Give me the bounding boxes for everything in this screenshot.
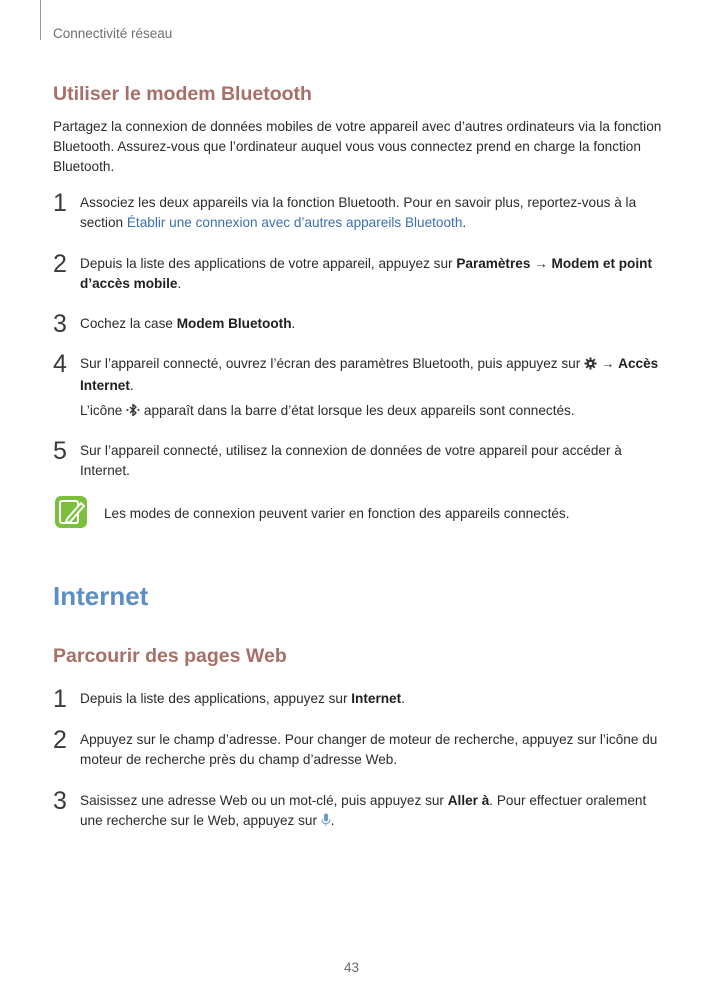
web-step-1 — [53, 685, 663, 713]
step-text — [80, 354, 663, 396]
step-text — [80, 254, 663, 294]
step-number: 5 — [53, 437, 67, 465]
bt-step-4 — [53, 350, 663, 396]
step-number: 3 — [53, 787, 67, 815]
page-number: 43 — [343, 960, 360, 975]
arrow: → — [530, 256, 552, 271]
step-text-part: Depuis la liste des applications, appuyez sur — [80, 691, 352, 706]
bt-step-2 — [53, 250, 663, 294]
note-pencil-icon — [54, 495, 88, 529]
bluetooth-tethering-icon — [126, 403, 140, 423]
menu-internet-access: Accès Internet — [80, 356, 659, 393]
web-step-3 — [53, 787, 663, 833]
chapter-title-internet: Internet — [53, 581, 149, 611]
section-title-bluetooth: Utiliser le modem Bluetooth — [53, 83, 312, 105]
step-text-part: . — [291, 316, 296, 331]
section-title-browse: Parcourir des pages Web — [53, 645, 287, 667]
margin-rule — [40, 0, 41, 40]
bt-step-5 — [53, 437, 663, 481]
bt-step-3 — [53, 310, 663, 338]
step-text-part: Saisissez une adresse Web ou un mot-clé, puis appuyez sur — [80, 793, 448, 808]
step-text-part: . — [330, 813, 335, 828]
app-internet: Internet — [351, 691, 402, 706]
menu-tethering: Modem et point d’accès mobile — [80, 256, 652, 291]
checkbox-label: Modem Bluetooth — [176, 316, 292, 331]
sub-text-part: apparaît dans la barre d’état lorsque les deux appareils sont connectés. — [140, 403, 575, 418]
step-number: 4 — [53, 350, 67, 378]
running-header: Connectivité réseau — [53, 26, 173, 41]
step-text-part: Cochez la case — [80, 316, 177, 331]
step-text — [80, 193, 663, 233]
gear-icon — [584, 356, 597, 376]
bt-step-4-note — [80, 401, 670, 423]
step-number: 1 — [53, 685, 67, 713]
step-text — [80, 791, 663, 833]
step-text-part: Sur l’appareil connecté, ouvrez l’écran des paramètres Bluetooth, puis appuyez sur — [80, 356, 585, 371]
step-text-part: Associez les deux appareils via la fonction Bluetooth. Pour en savoir plus, reportez-vous à la section — [80, 195, 637, 230]
step-text-part: . — [462, 215, 467, 230]
step-number: 3 — [53, 310, 67, 338]
microphone-icon — [321, 813, 331, 833]
step-text — [80, 689, 663, 709]
note-text: Les modes de connexion peuvent varier en fonction des appareils connectés. — [104, 506, 570, 521]
step-text — [80, 314, 663, 334]
menu-settings: Paramètres — [456, 256, 531, 271]
step-text-part: . — [177, 276, 182, 291]
step-text-part: . — [401, 691, 405, 706]
arrow: → — [597, 356, 619, 371]
step-text: Appuyez sur le champ d’adresse. Pour changer de moteur de recherche, appuyez sur l’icône du moteur de recherche près du champ d’adresse Web. — [80, 732, 658, 767]
step-number: 1 — [53, 189, 67, 217]
step-text-part: . Pour effectuer oralement une recherche sur le Web, appuyez sur — [80, 793, 647, 828]
step-text-part: . — [129, 378, 134, 393]
bluetooth-intro: Partagez la connexion de données mobiles de votre appareil avec d’autres ordinateurs via la fonction Bluetooth. Assurez-vous que l’ordinateur auquel vous vous connectez prend en charge la fonction Bluetooth. — [53, 119, 662, 174]
step-number: 2 — [53, 726, 67, 754]
step-text-part: Depuis la liste des applications de votre appareil, appuyez sur — [80, 256, 457, 271]
sub-text-part: L’icône — [80, 403, 127, 418]
web-step-2 — [53, 726, 663, 770]
step-number: 2 — [53, 250, 67, 278]
bluetooth-link[interactable]: Établir une connexion avec d’autres appareils Bluetooth — [126, 215, 463, 230]
step-text: Sur l’appareil connecté, utilisez la connexion de données de votre appareil pour accéder à Internet. — [80, 443, 622, 478]
bt-step-1 — [53, 189, 663, 233]
button-go: Aller à — [447, 793, 490, 808]
